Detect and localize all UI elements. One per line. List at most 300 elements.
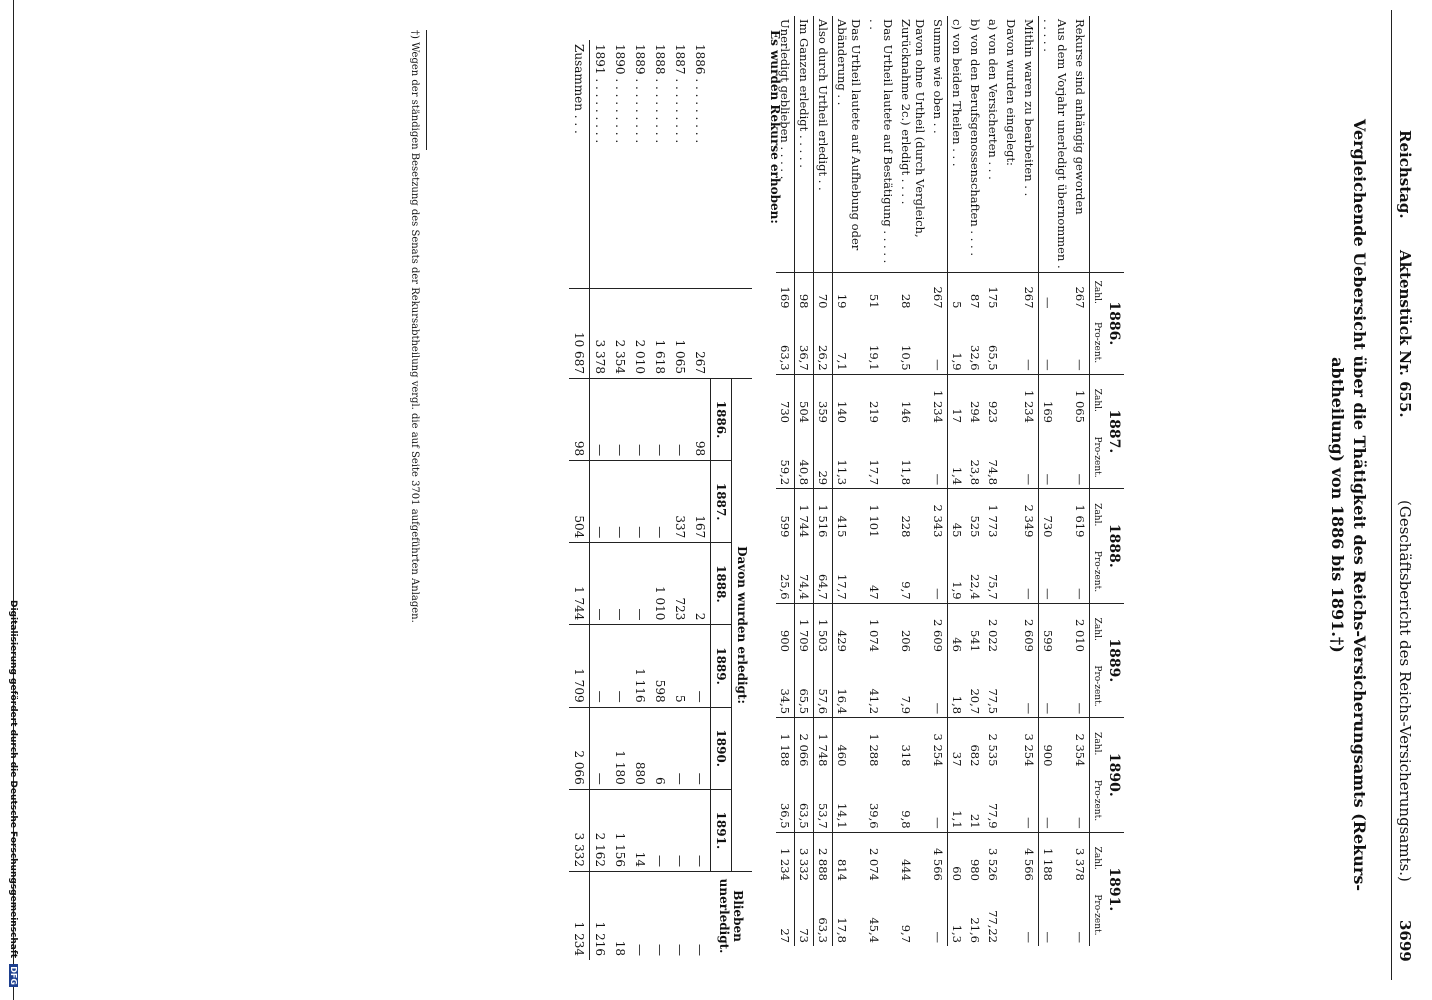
- table-row: [897, 16, 929, 946]
- cell-prozent: —: [1020, 311, 1039, 374]
- cell-erledigt: —: [590, 625, 611, 707]
- cell-zahl: 46: [948, 603, 967, 655]
- cell-zahl: 1 516: [814, 489, 833, 541]
- cell-prozent: 65,5: [795, 655, 814, 718]
- cell-erledigt: 1 156: [610, 789, 630, 871]
- row-total: 2 010: [633, 339, 647, 374]
- cell-zahl: 2 010: [1071, 603, 1090, 655]
- cell-zahl: [1002, 489, 1020, 541]
- cell-prozent: —: [1020, 540, 1039, 603]
- cell-erledigt: 598: [650, 625, 670, 707]
- year-header: 1887.: [1104, 374, 1124, 488]
- cell-prozent: 1,9: [950, 352, 964, 371]
- cell-erledigt: 98: [690, 378, 711, 460]
- cell-prozent: 1,4: [950, 466, 964, 486]
- cell-prozent: 32,6: [968, 345, 982, 371]
- cell-erledigt: —: [650, 789, 670, 871]
- cell-prozent: 41,2: [867, 688, 881, 715]
- t2-year-header: 1887.: [711, 461, 732, 543]
- cell-zahl: 3 254: [1020, 718, 1039, 770]
- table-row: [929, 16, 948, 946]
- table-row: [795, 16, 814, 946]
- header-center: Aktenstück Nr. 655.: [1396, 250, 1414, 418]
- cell-erledigt: 723: [670, 543, 690, 625]
- table-row: [1071, 16, 1090, 946]
- cell-prozent: —: [1020, 769, 1039, 832]
- page-edge-rule: [13, 0, 14, 1000]
- cell-prozent: 63,5: [795, 769, 814, 832]
- cell-zahl: 1 773: [984, 489, 1002, 541]
- row-total: 3 378: [593, 339, 607, 374]
- cell-prozent: 7,1: [835, 352, 849, 371]
- table-row: [1039, 16, 1072, 946]
- cell-prozent: —: [1071, 426, 1090, 489]
- cell-erledigt: —: [590, 378, 611, 460]
- cell-prozent: 9,8: [899, 810, 913, 829]
- cell-prozent: —: [1041, 702, 1055, 715]
- row-label: Also durch Urtheil erledigt . .: [814, 16, 833, 273]
- cell-prozent: —: [1020, 426, 1039, 489]
- cell-prozent: 77,22: [986, 910, 1000, 943]
- cell-prozent: —: [1041, 473, 1055, 486]
- row-label: Aus dem Vorjahr unerledigt übernommen . . . . . .: [1039, 16, 1072, 273]
- cell-zahl: 37: [948, 718, 967, 770]
- title-line-2: abtheilung) von 1886 bis 1891.†): [1328, 357, 1347, 653]
- year-header: 1888.: [1104, 489, 1124, 603]
- row-label: b) von den Berufsgenossenschaften . . . .: [966, 16, 984, 273]
- cell-erledigt: —: [610, 378, 630, 460]
- row-label: 1886 . . . . . . . . .: [690, 40, 711, 289]
- sub-header-prozent: Pro-zent.: [1090, 884, 1105, 946]
- row-total: 267: [693, 351, 708, 374]
- cell-zahl: 1 074: [865, 603, 897, 655]
- row-label: c) von beiden Theilen . . .: [948, 16, 967, 273]
- cell-zahl: 267: [929, 273, 948, 312]
- cell-zahl: 730: [776, 374, 795, 426]
- cell-erledigt: 98: [569, 378, 590, 460]
- cell-erledigt: 337: [670, 461, 690, 543]
- cell-zahl: 1 744: [795, 489, 814, 541]
- cell-prozent: —: [1041, 359, 1055, 371]
- cell-zahl: 219: [865, 374, 897, 426]
- cell-erledigt: —: [650, 378, 670, 460]
- cell-unerledigt: —: [670, 872, 690, 961]
- cell-erledigt: 1 744: [569, 543, 590, 625]
- cell-prozent: 45,4: [867, 917, 881, 943]
- t2-year-header: 1889.: [711, 625, 732, 707]
- cell-prozent: 20,7: [968, 688, 982, 715]
- sub-header-zahl: Zahl.: [1090, 374, 1105, 426]
- cell-zahl: 2 354: [1071, 718, 1090, 770]
- cell-zahl: 4 566: [929, 832, 948, 884]
- cell-erledigt: —: [690, 625, 711, 707]
- cell-erledigt: —: [690, 707, 711, 789]
- cell-unerledigt: —: [650, 872, 670, 961]
- sub-header-prozent: Pro-zent.: [1090, 655, 1105, 718]
- cell-zahl: 980: [966, 832, 984, 884]
- row-label: Das Urtheil lautete auf Bestätigung . . . . . . .: [865, 16, 897, 273]
- row-label: Summe wie oben . .: [929, 16, 948, 273]
- sub-header-zahl: Zahl.: [1090, 489, 1105, 541]
- cell-zahl: 900: [1039, 718, 1072, 770]
- cell-unerledigt: 18: [610, 872, 630, 961]
- cell-zahl: 17: [948, 374, 967, 426]
- cell-prozent: 7,9: [899, 695, 913, 715]
- row-label: Zusammen . . .: [569, 40, 590, 289]
- cell-erledigt: —: [590, 543, 611, 625]
- sub-header-zahl: Zahl.: [1090, 718, 1105, 770]
- cell-zahl: 146: [897, 374, 929, 426]
- cell-prozent: 11,8: [899, 459, 913, 486]
- digitization-text: Digitalisierung gefördert durch die Deutsche Forschungsgemeinschaft: [8, 600, 18, 959]
- row-total: 1 065: [673, 339, 687, 374]
- cell-prozent: 75,7: [986, 573, 1000, 600]
- cell-zahl: 504: [795, 374, 814, 426]
- row-label: Davon ohne Urtheil (durch Vergleich, Zurücknahme 2c.) erledigt . . . .: [897, 16, 929, 273]
- row-label: Davon wurden eingelegt:: [1002, 16, 1020, 273]
- cell-erledigt: —: [610, 625, 630, 707]
- cell-zahl: 1 748: [814, 718, 833, 770]
- dfg-logo: DFG: [9, 966, 18, 985]
- cell-prozent: 74,8: [986, 459, 1000, 486]
- sub-header-prozent: Pro-zent.: [1090, 769, 1105, 832]
- cell-zahl: 682: [966, 718, 984, 770]
- cell-zahl: 1 288: [865, 718, 897, 770]
- cell-erledigt: 504: [569, 461, 590, 543]
- cell-zahl: 267: [1020, 273, 1039, 312]
- comparison-table: [776, 16, 1124, 946]
- cell-zahl: 460: [833, 718, 866, 770]
- total-row: [569, 40, 590, 960]
- cell-prozent: 17,7: [867, 459, 881, 486]
- row-label: Rekurse sind anhängig geworden: [1071, 16, 1090, 273]
- comparison-table-body: [776, 16, 1090, 946]
- row-total: 1 618: [653, 339, 667, 374]
- cell-prozent: 77,5: [986, 688, 1000, 715]
- sub-header-prozent: Pro-zent.: [1090, 311, 1105, 374]
- unerledigt-header: Blieben unerledigt.: [711, 872, 753, 961]
- table-row: [630, 40, 650, 960]
- cell-zahl: 28: [897, 273, 929, 312]
- year-header: 1890.: [1104, 718, 1124, 832]
- cell-erledigt: 3 332: [569, 789, 590, 871]
- row-label: Mithin waren zu bearbeiten . .: [1020, 16, 1039, 273]
- cell-prozent: 17,8: [835, 917, 849, 943]
- sub-header-zahl: Zahl.: [1090, 273, 1105, 312]
- row-label: 1889 . . . . . . . . .: [630, 40, 650, 289]
- table1-label-header: [1090, 16, 1125, 273]
- cell-erledigt: 1 709: [569, 625, 590, 707]
- cell-zahl: 175: [984, 273, 1002, 312]
- cell-erledigt: 14: [630, 789, 650, 871]
- cell-erledigt: —: [670, 378, 690, 460]
- cell-erledigt: —: [610, 461, 630, 543]
- row-label: Unerledigt geblieben . . . . .: [776, 16, 795, 273]
- cell-zahl: 1 234: [776, 832, 795, 884]
- cell-zahl: 4 566: [1020, 832, 1039, 884]
- cell-prozent: 1,3: [950, 924, 964, 943]
- cell-prozent: —: [1071, 884, 1090, 946]
- cell-zahl: 541: [966, 603, 984, 655]
- cell-zahl: —: [1039, 273, 1072, 312]
- cell-erledigt: 880: [630, 707, 650, 789]
- cell-zahl: 900: [776, 603, 795, 655]
- cell-zahl: 2 022: [984, 603, 1002, 655]
- cell-prozent: 29: [814, 426, 833, 489]
- cell-zahl: 228: [897, 489, 929, 541]
- cell-zahl: 267: [1071, 273, 1090, 312]
- row-label: 1890 . . . . . . . . .: [610, 40, 630, 289]
- t2-year-header: 1886.: [711, 378, 732, 460]
- sub-header-zahl: Zahl.: [1090, 832, 1105, 884]
- cell-zahl: 87: [966, 273, 984, 312]
- cell-prozent: [1002, 655, 1020, 718]
- table-row: [948, 16, 967, 946]
- cell-zahl: 51: [865, 273, 897, 312]
- cell-zahl: 1 065: [1071, 374, 1090, 426]
- cell-zahl: 98: [795, 273, 814, 312]
- table2-label-header: [711, 40, 753, 289]
- page-number: 3699: [1396, 920, 1414, 962]
- row-total: 10 687: [569, 289, 590, 379]
- cell-prozent: 25,6: [776, 540, 795, 603]
- cell-prozent: 59,2: [776, 426, 795, 489]
- table-row: [966, 16, 984, 946]
- cell-unerledigt: —: [630, 872, 650, 961]
- cell-zahl: 60: [948, 832, 967, 884]
- cell-prozent: 40,8: [795, 426, 814, 489]
- cell-zahl: 140: [833, 374, 866, 426]
- cell-prozent: 19,1: [867, 345, 881, 371]
- table-row: [1002, 16, 1020, 946]
- cell-prozent: 77,9: [986, 802, 1000, 829]
- cell-zahl: 2 535: [984, 718, 1002, 770]
- table-row: [984, 16, 1002, 946]
- cell-prozent: 34,5: [776, 655, 795, 718]
- cell-prozent: —: [929, 426, 948, 489]
- row-total: 2 354: [613, 339, 627, 374]
- cell-prozent: 36,5: [776, 769, 795, 832]
- cell-erledigt: 5: [670, 625, 690, 707]
- cell-prozent: 17,7: [835, 573, 849, 600]
- cell-prozent: [1002, 884, 1020, 946]
- cell-prozent: [1002, 769, 1020, 832]
- cell-prozent: —: [1071, 655, 1090, 718]
- cell-erledigt: —: [630, 543, 650, 625]
- cell-zahl: [1002, 603, 1020, 655]
- cell-prozent: —: [929, 540, 948, 603]
- cell-prozent: —: [1071, 311, 1090, 374]
- cell-prozent: 53,7: [814, 769, 833, 832]
- cell-prozent: —: [1020, 884, 1039, 946]
- t2-year-header: 1890.: [711, 707, 732, 789]
- cell-zahl: 2 609: [1020, 603, 1039, 655]
- cell-zahl: 3 254: [929, 718, 948, 770]
- table-row: [1020, 16, 1039, 946]
- cell-erledigt: —: [650, 461, 670, 543]
- row-label: 1888 . . . . . . . . .: [650, 40, 670, 289]
- cell-prozent: 65,5: [986, 345, 1000, 371]
- cell-prozent: [1002, 311, 1020, 374]
- t2-year-header: 1891.: [711, 789, 732, 871]
- row-label: Im Ganzen erledigt . . . . .: [795, 16, 814, 273]
- header-left: Reichstag.: [1396, 130, 1414, 219]
- cell-erledigt: 167: [690, 461, 711, 543]
- cell-erledigt: —: [630, 461, 650, 543]
- cell-prozent: 16,4: [835, 688, 849, 715]
- footnote: †) Wegen der ständigen Besetzung des Senats der Rekursabtheilung vergl. die auf Seite 3701 aufgeführten Anlagen.: [409, 30, 420, 623]
- cell-erledigt: —: [590, 707, 611, 789]
- title-line-1: Vergleichende Uebersicht über die Thätigkeit des Reichs-Versicherungsamts (Rekurs-: [1350, 119, 1369, 891]
- cell-prozent: 39,6: [867, 802, 881, 829]
- cell-prozent: —: [929, 655, 948, 718]
- cell-erledigt: —: [610, 543, 630, 625]
- cell-zahl: 2 343: [929, 489, 948, 541]
- t2-year-header: 1888.: [711, 543, 732, 625]
- cell-prozent: 1,9: [950, 581, 964, 600]
- cell-zahl: [1002, 718, 1020, 770]
- cell-prozent: 9,7: [899, 924, 913, 943]
- cell-zahl: [1002, 273, 1020, 312]
- cell-zahl: 318: [897, 718, 929, 770]
- cell-prozent: —: [1041, 817, 1055, 829]
- cell-erledigt: 2: [690, 543, 711, 625]
- cell-prozent: 57,6: [814, 655, 833, 718]
- cell-zahl: 3 332: [795, 832, 814, 884]
- table-row: [865, 16, 897, 946]
- cell-zahl: 206: [897, 603, 929, 655]
- cell-prozent: 27: [776, 884, 795, 946]
- cell-prozent: 64,7: [814, 540, 833, 603]
- table-row: [670, 40, 690, 960]
- cell-prozent: —: [1041, 931, 1055, 943]
- year-header: 1886.: [1104, 273, 1124, 375]
- cell-unerledigt: 1 216: [590, 872, 611, 961]
- cell-erledigt: —: [690, 789, 711, 871]
- cell-prozent: 63,3: [814, 884, 833, 946]
- cell-erledigt: 1 010: [650, 543, 670, 625]
- cell-prozent: —: [929, 884, 948, 946]
- cell-zahl: 5: [948, 273, 967, 312]
- cell-prozent: 14,1: [835, 802, 849, 829]
- table-row: [610, 40, 630, 960]
- cell-erledigt: —: [670, 789, 690, 871]
- cell-prozent: 9,7: [899, 581, 913, 600]
- cell-prozent: 21: [968, 813, 982, 829]
- cell-zahl: 19: [833, 273, 866, 312]
- sub-header-prozent: Pro-zent.: [1090, 426, 1105, 489]
- table2-intro: Es wurden Rekurse erhoben:: [768, 30, 782, 224]
- table2-total-header: [711, 289, 753, 379]
- row-label: 1891 . . . . . . . . .: [590, 40, 611, 289]
- cell-erledigt: —: [630, 378, 650, 460]
- cell-zahl: 1 234: [1020, 374, 1039, 426]
- cell-prozent: 26,2: [814, 311, 833, 374]
- cell-prozent: 21,6: [968, 917, 982, 943]
- cell-erledigt: 6: [650, 707, 670, 789]
- table-row: [814, 16, 833, 946]
- cell-prozent: [1002, 426, 1020, 489]
- cell-unerledigt: 1 234: [569, 872, 590, 961]
- cell-prozent: 23,8: [968, 459, 982, 486]
- cell-zahl: [1002, 832, 1020, 884]
- cell-zahl: 1 234: [929, 374, 948, 426]
- cell-zahl: 359: [814, 374, 833, 426]
- cell-zahl: 3 526: [984, 832, 1002, 884]
- cell-zahl: 525: [966, 489, 984, 541]
- page-title: [1326, 40, 1370, 970]
- cell-erledigt: 1 180: [610, 707, 630, 789]
- group-header: Davon wurden erledigt:: [732, 378, 753, 871]
- sub-header-zahl: Zahl.: [1090, 603, 1105, 655]
- cell-erledigt: —: [670, 707, 690, 789]
- row-label: 1887 . . . . . . . . .: [670, 40, 690, 289]
- cell-unerledigt: —: [690, 872, 711, 961]
- footnote-rule: [426, 30, 427, 150]
- cell-zahl: 1 619: [1071, 489, 1090, 541]
- row-label: Das Urtheil lautete auf Aufhebung oder Abänderung . .: [833, 16, 866, 273]
- cell-prozent: —: [1020, 655, 1039, 718]
- cell-prozent: 1,8: [950, 695, 964, 715]
- cell-prozent: 74,4: [795, 540, 814, 603]
- cell-prozent: —: [929, 311, 948, 374]
- cell-zahl: 1 709: [795, 603, 814, 655]
- cell-zahl: 1 101: [865, 489, 897, 541]
- cell-prozent: 10,5: [899, 345, 913, 371]
- sub-header-prozent: Pro-zent.: [1090, 540, 1105, 603]
- cell-prozent: —: [1071, 540, 1090, 603]
- table-row: [650, 40, 670, 960]
- cell-erledigt: 2 066: [569, 707, 590, 789]
- cell-zahl: 3 378: [1071, 832, 1090, 884]
- cell-prozent: 11,3: [835, 459, 849, 486]
- year-header: 1889.: [1104, 603, 1124, 717]
- cell-zahl: 169: [776, 273, 795, 312]
- cell-prozent: 1,1: [950, 810, 964, 829]
- cell-zahl: 1 188: [1039, 832, 1072, 884]
- cell-zahl: 45: [948, 489, 967, 541]
- table-row: [590, 40, 611, 960]
- cell-zahl: 1 188: [776, 718, 795, 770]
- cell-prozent: 63,3: [776, 311, 795, 374]
- cell-zahl: 923: [984, 374, 1002, 426]
- year-header: 1891.: [1104, 832, 1124, 946]
- cell-zahl: 814: [833, 832, 866, 884]
- cell-zahl: 70: [814, 273, 833, 312]
- cell-zahl: 730: [1039, 489, 1072, 541]
- cell-zahl: 2 349: [1020, 489, 1039, 541]
- cell-prozent: —: [1071, 769, 1090, 832]
- cell-zahl: 2 074: [865, 832, 897, 884]
- header-paren: (Geschäftsbericht des Reichs-Versicherungsamts.): [1396, 500, 1414, 882]
- cell-zahl: 444: [897, 832, 929, 884]
- cell-prozent: —: [1041, 588, 1055, 600]
- header-rule: [1391, 10, 1392, 980]
- cell-zahl: 294: [966, 374, 984, 426]
- cell-zahl: 599: [1039, 603, 1072, 655]
- appeals-table: [569, 40, 752, 960]
- cell-zahl: [1002, 374, 1020, 426]
- table-row: [833, 16, 866, 946]
- table-row: [690, 40, 711, 960]
- cell-prozent: —: [929, 769, 948, 832]
- cell-zahl: 599: [776, 489, 795, 541]
- cell-prozent: [1002, 540, 1020, 603]
- cell-erledigt: 2 162: [590, 789, 611, 871]
- row-label: a) von den Versicherten . . .: [984, 16, 1002, 273]
- cell-zahl: 429: [833, 603, 866, 655]
- cell-zahl: 169: [1039, 374, 1072, 426]
